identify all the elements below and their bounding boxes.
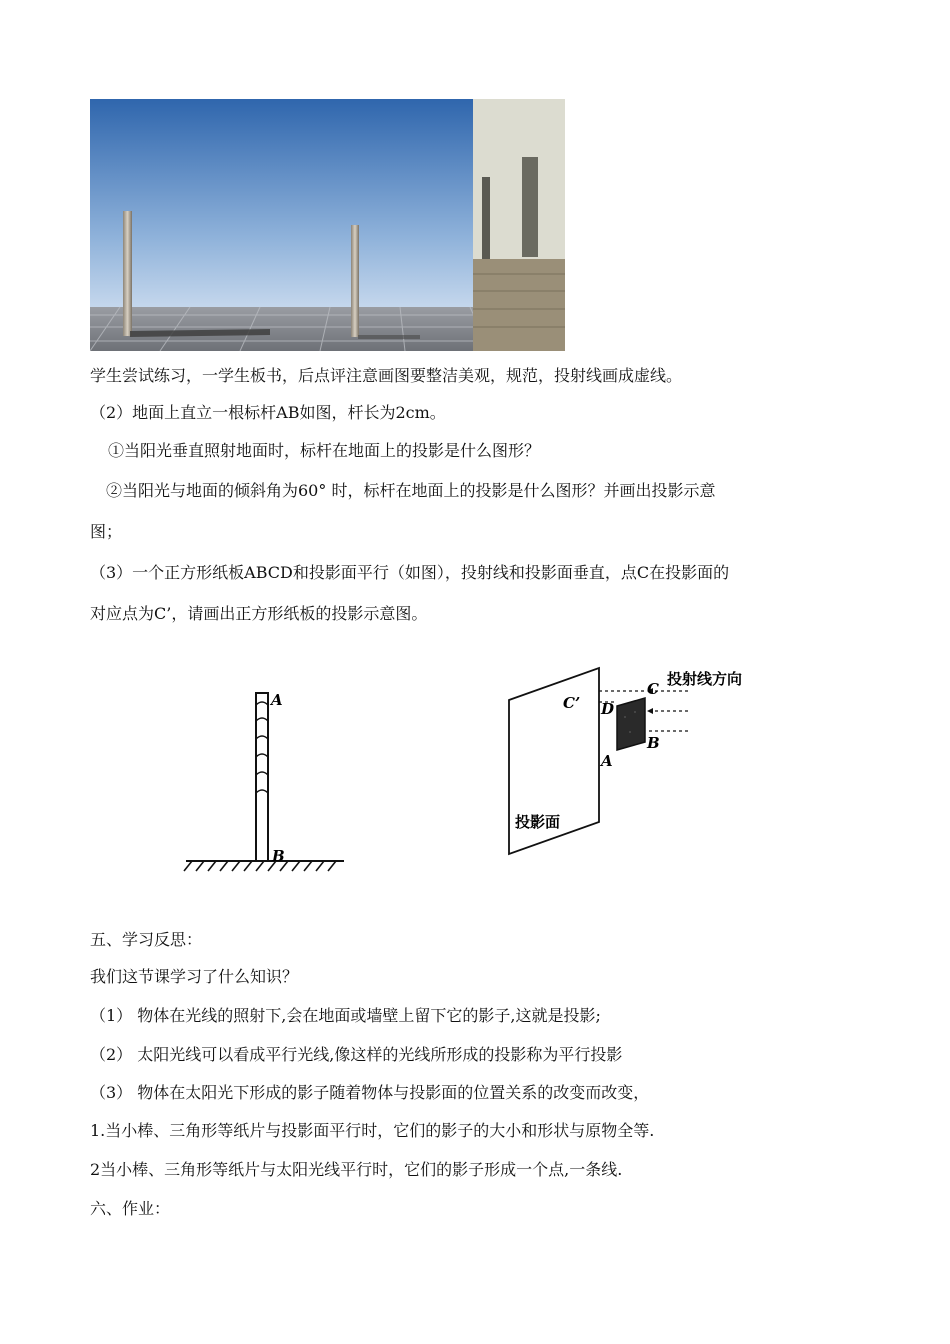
projection-plane-figure (495, 662, 765, 862)
label-projection-direction: 投射线方向 (667, 670, 743, 688)
label-c-prime: C’ (563, 694, 581, 712)
pole-ab-figure (180, 685, 350, 875)
section-heading-reflection: 五、学习反思： (90, 930, 203, 949)
text-line-5: 图； (90, 522, 123, 541)
section-heading-homework: 六、作业： (90, 1199, 171, 1218)
reflection-item-3: （3） 物体在太阳光下形成的影子随着物体与投影面的位置关系的改变而改变， (90, 1083, 650, 1102)
reflection-item-1: （1） 物体在光线的照射下,会在地面或墙壁上留下它的影子,这就是投影; (90, 1006, 601, 1025)
label-c: C (647, 680, 659, 698)
text-line-7: 对应点为C’，请画出正方形纸板的投影示意图。 (90, 604, 428, 623)
text-line-6: （3）一个正方形纸板ABCD和投影面平行（如图），投射线和投影面垂直，点C在投影面的 (90, 563, 730, 582)
label-a-right: A (601, 752, 613, 770)
label-d: D (601, 700, 615, 718)
street-poles-photo (90, 99, 565, 351)
reflection-question: 我们这节课学习了什么知识？ (90, 967, 299, 986)
reflection-note-1: 1.当小棒、三角形等纸片与投影面平行时，它们的影子的大小和形状与原物全等. (90, 1121, 655, 1140)
reflection-item-2: （2） 太阳光线可以看成平行光线,像这样的光线所形成的投影称为平行投影 (90, 1045, 623, 1064)
text-line-4: ②当阳光与地面的倾斜角为60° 时，标杆在地面上的投影是什么图形？并画出投影示意 (106, 481, 716, 500)
label-b: B (272, 847, 285, 865)
text-line-3: ①当阳光垂直照射地面时，标杆在地面上的投影是什么图形？ (108, 441, 541, 460)
label-projection-plane: 投影面 (515, 813, 561, 831)
reflection-note-2: 2当小棒、三角形等纸片与太阳光线平行时，它们的影子形成一个点,一条线. (90, 1160, 623, 1179)
label-a: A (271, 691, 283, 709)
text-line-1: 学生尝试练习，一学生板书，后点评注意画图要整洁美观，规范，投射线画成虚线。 (90, 366, 683, 385)
label-b-right: B (647, 734, 660, 752)
text-line-2: （2）地面上直立一根标杆AB如图，杆长为2cm。 (90, 403, 446, 422)
